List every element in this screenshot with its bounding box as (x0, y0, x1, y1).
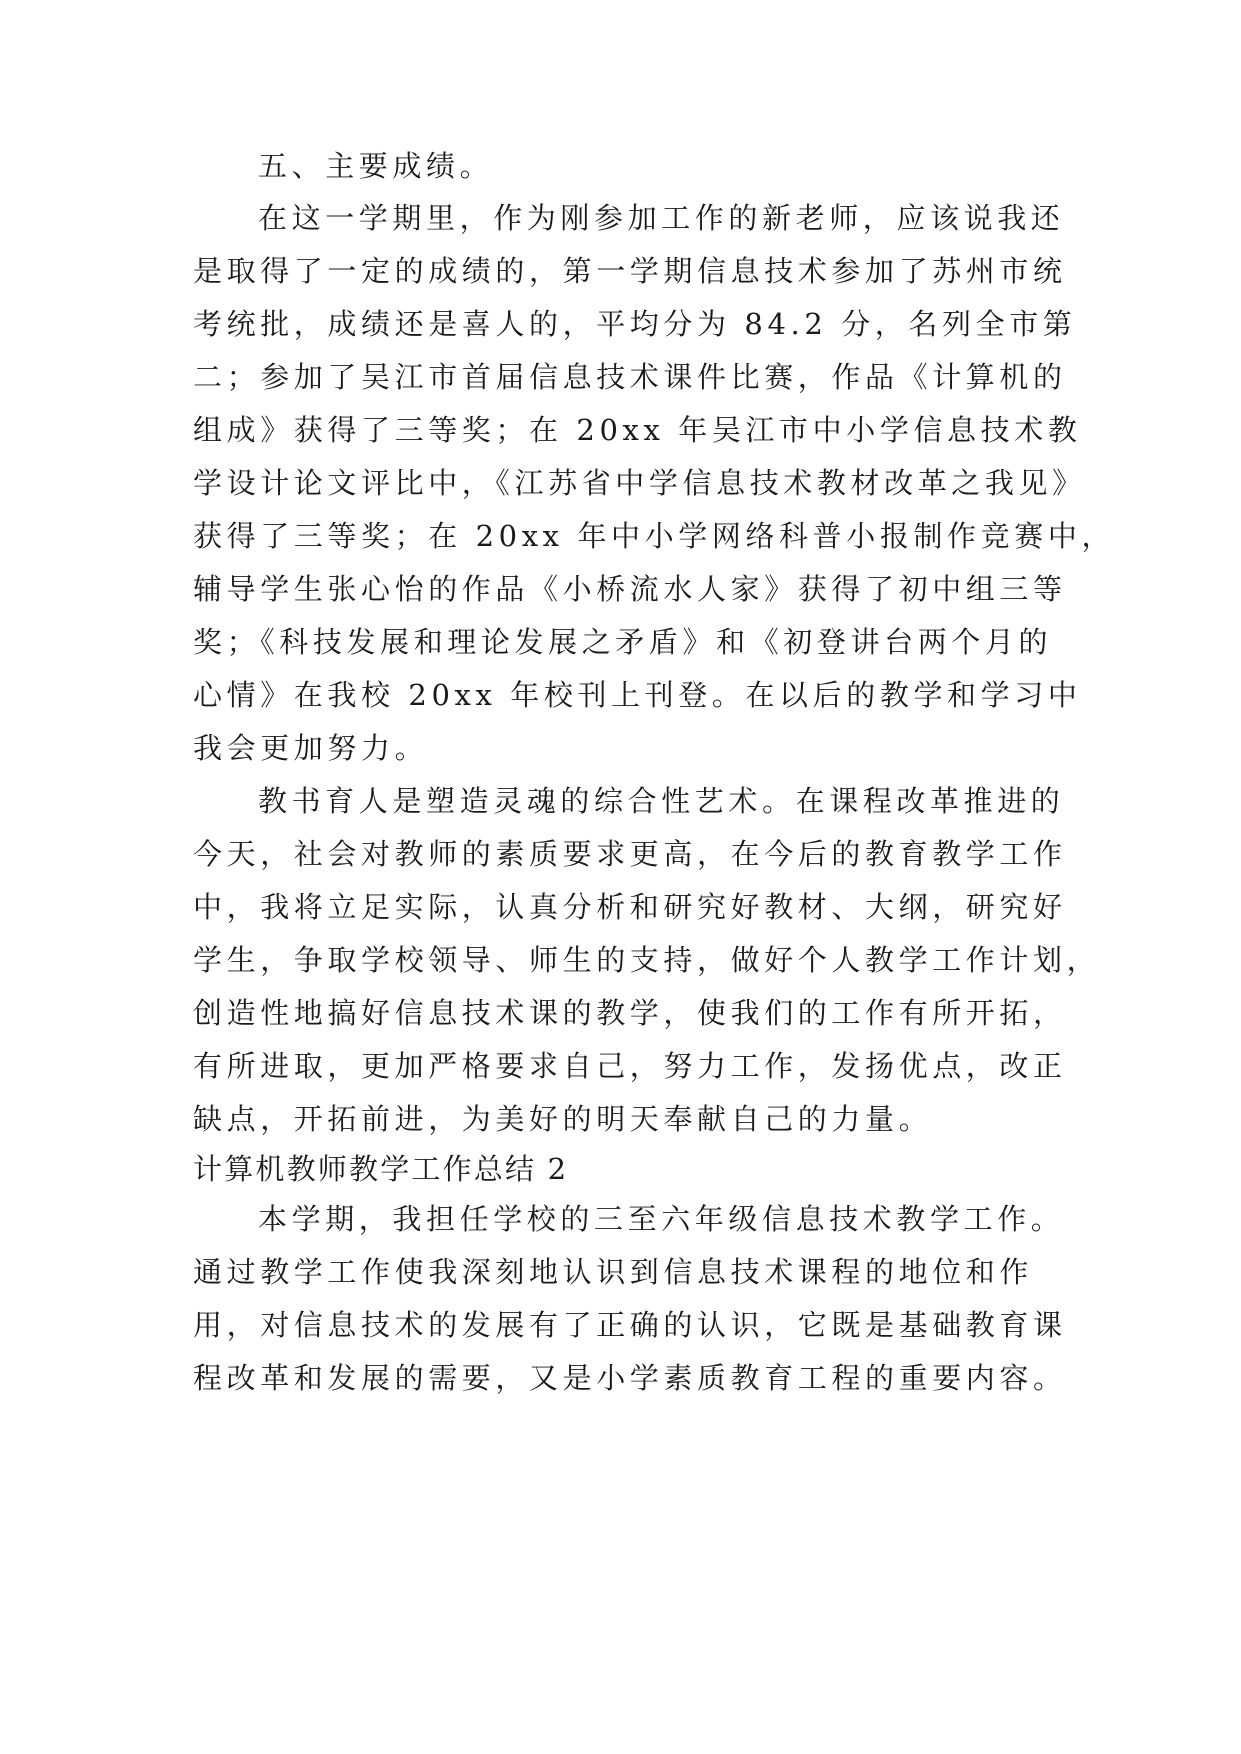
document-title-2: 计算机教师教学工作总结 2 (193, 1152, 569, 1186)
paragraph-line: 辅导学生张心怡的作品《小桥流水人家》获得了初中组三等 (193, 572, 1067, 606)
paragraph-line: 有所进取，更加严格要求自己，努力工作，发扬优点，改正 (193, 1049, 1067, 1083)
paragraph-line: 通过教学工作使我深刻地认识到信息技术课程的地位和作 (193, 1255, 1034, 1289)
paragraph-line: 缺点，开拓前进，为美好的明天奉献自己的力量。 (193, 1102, 933, 1136)
paragraph-line: 用，对信息技术的发展有了正确的认识，它既是基础教育课 (193, 1308, 1067, 1342)
paragraph-line: 心情》在我校 20xx 年校刊上刊登。在以后的教学和学习中 (193, 678, 1082, 712)
paragraph-line: 组成》获得了三等奖；在 20xx 年吴江市中小学信息技术教 (193, 413, 1082, 447)
paragraph-line: 我会更加努力。 (193, 731, 429, 765)
section-heading: 五、主要成绩。 (258, 149, 494, 183)
paragraph-line: 中，我将立足实际，认真分析和研究好教材、大纲，研究好 (193, 890, 1067, 924)
paragraph-line: 创造性地搞好信息技术课的教学，使我们的工作有所开拓， (193, 996, 1067, 1030)
paragraph-line: 学生，争取学校领导、师生的支持，做好个人教学工作计划， (193, 943, 1101, 977)
paragraph-line: 是取得了一定的成绩的，第一学期信息技术参加了苏州市统 (193, 254, 1067, 288)
paragraph-line: 获得了三等奖；在 20xx 年中小学网络科普小报制作竞赛中， (193, 519, 1116, 553)
paragraph-line: 程改革和发展的需要，又是小学素质教育工程的重要内容。 (193, 1361, 1067, 1395)
paragraph-line: 学设计论文评比中，《江苏省中学信息技术教材改革之我见》 (193, 466, 1086, 500)
paragraph-line: 奖；《科技发展和理论发展之矛盾》和《初登讲台两个月的 (193, 625, 1053, 659)
paragraph-line: 在这一学期里，作为刚参加工作的新老师，应该说我还 (258, 201, 1065, 235)
paragraph-line: 本学期，我担任学校的三至六年级信息技术教学工作。 (258, 1202, 1065, 1236)
paragraph-line: 考统批，成绩还是喜人的，平均分为 84.2 分，名列全市第 (193, 307, 1077, 341)
paragraph-line: 教书育人是塑造灵魂的综合性艺术。在课程改革推进的 (258, 784, 1065, 818)
paragraph-line: 二；参加了吴江市首届信息技术课件比赛，作品《计算机的 (193, 360, 1067, 394)
paragraph-line: 今天，社会对教师的素质要求更高，在今后的教育教学工作 (193, 837, 1067, 871)
